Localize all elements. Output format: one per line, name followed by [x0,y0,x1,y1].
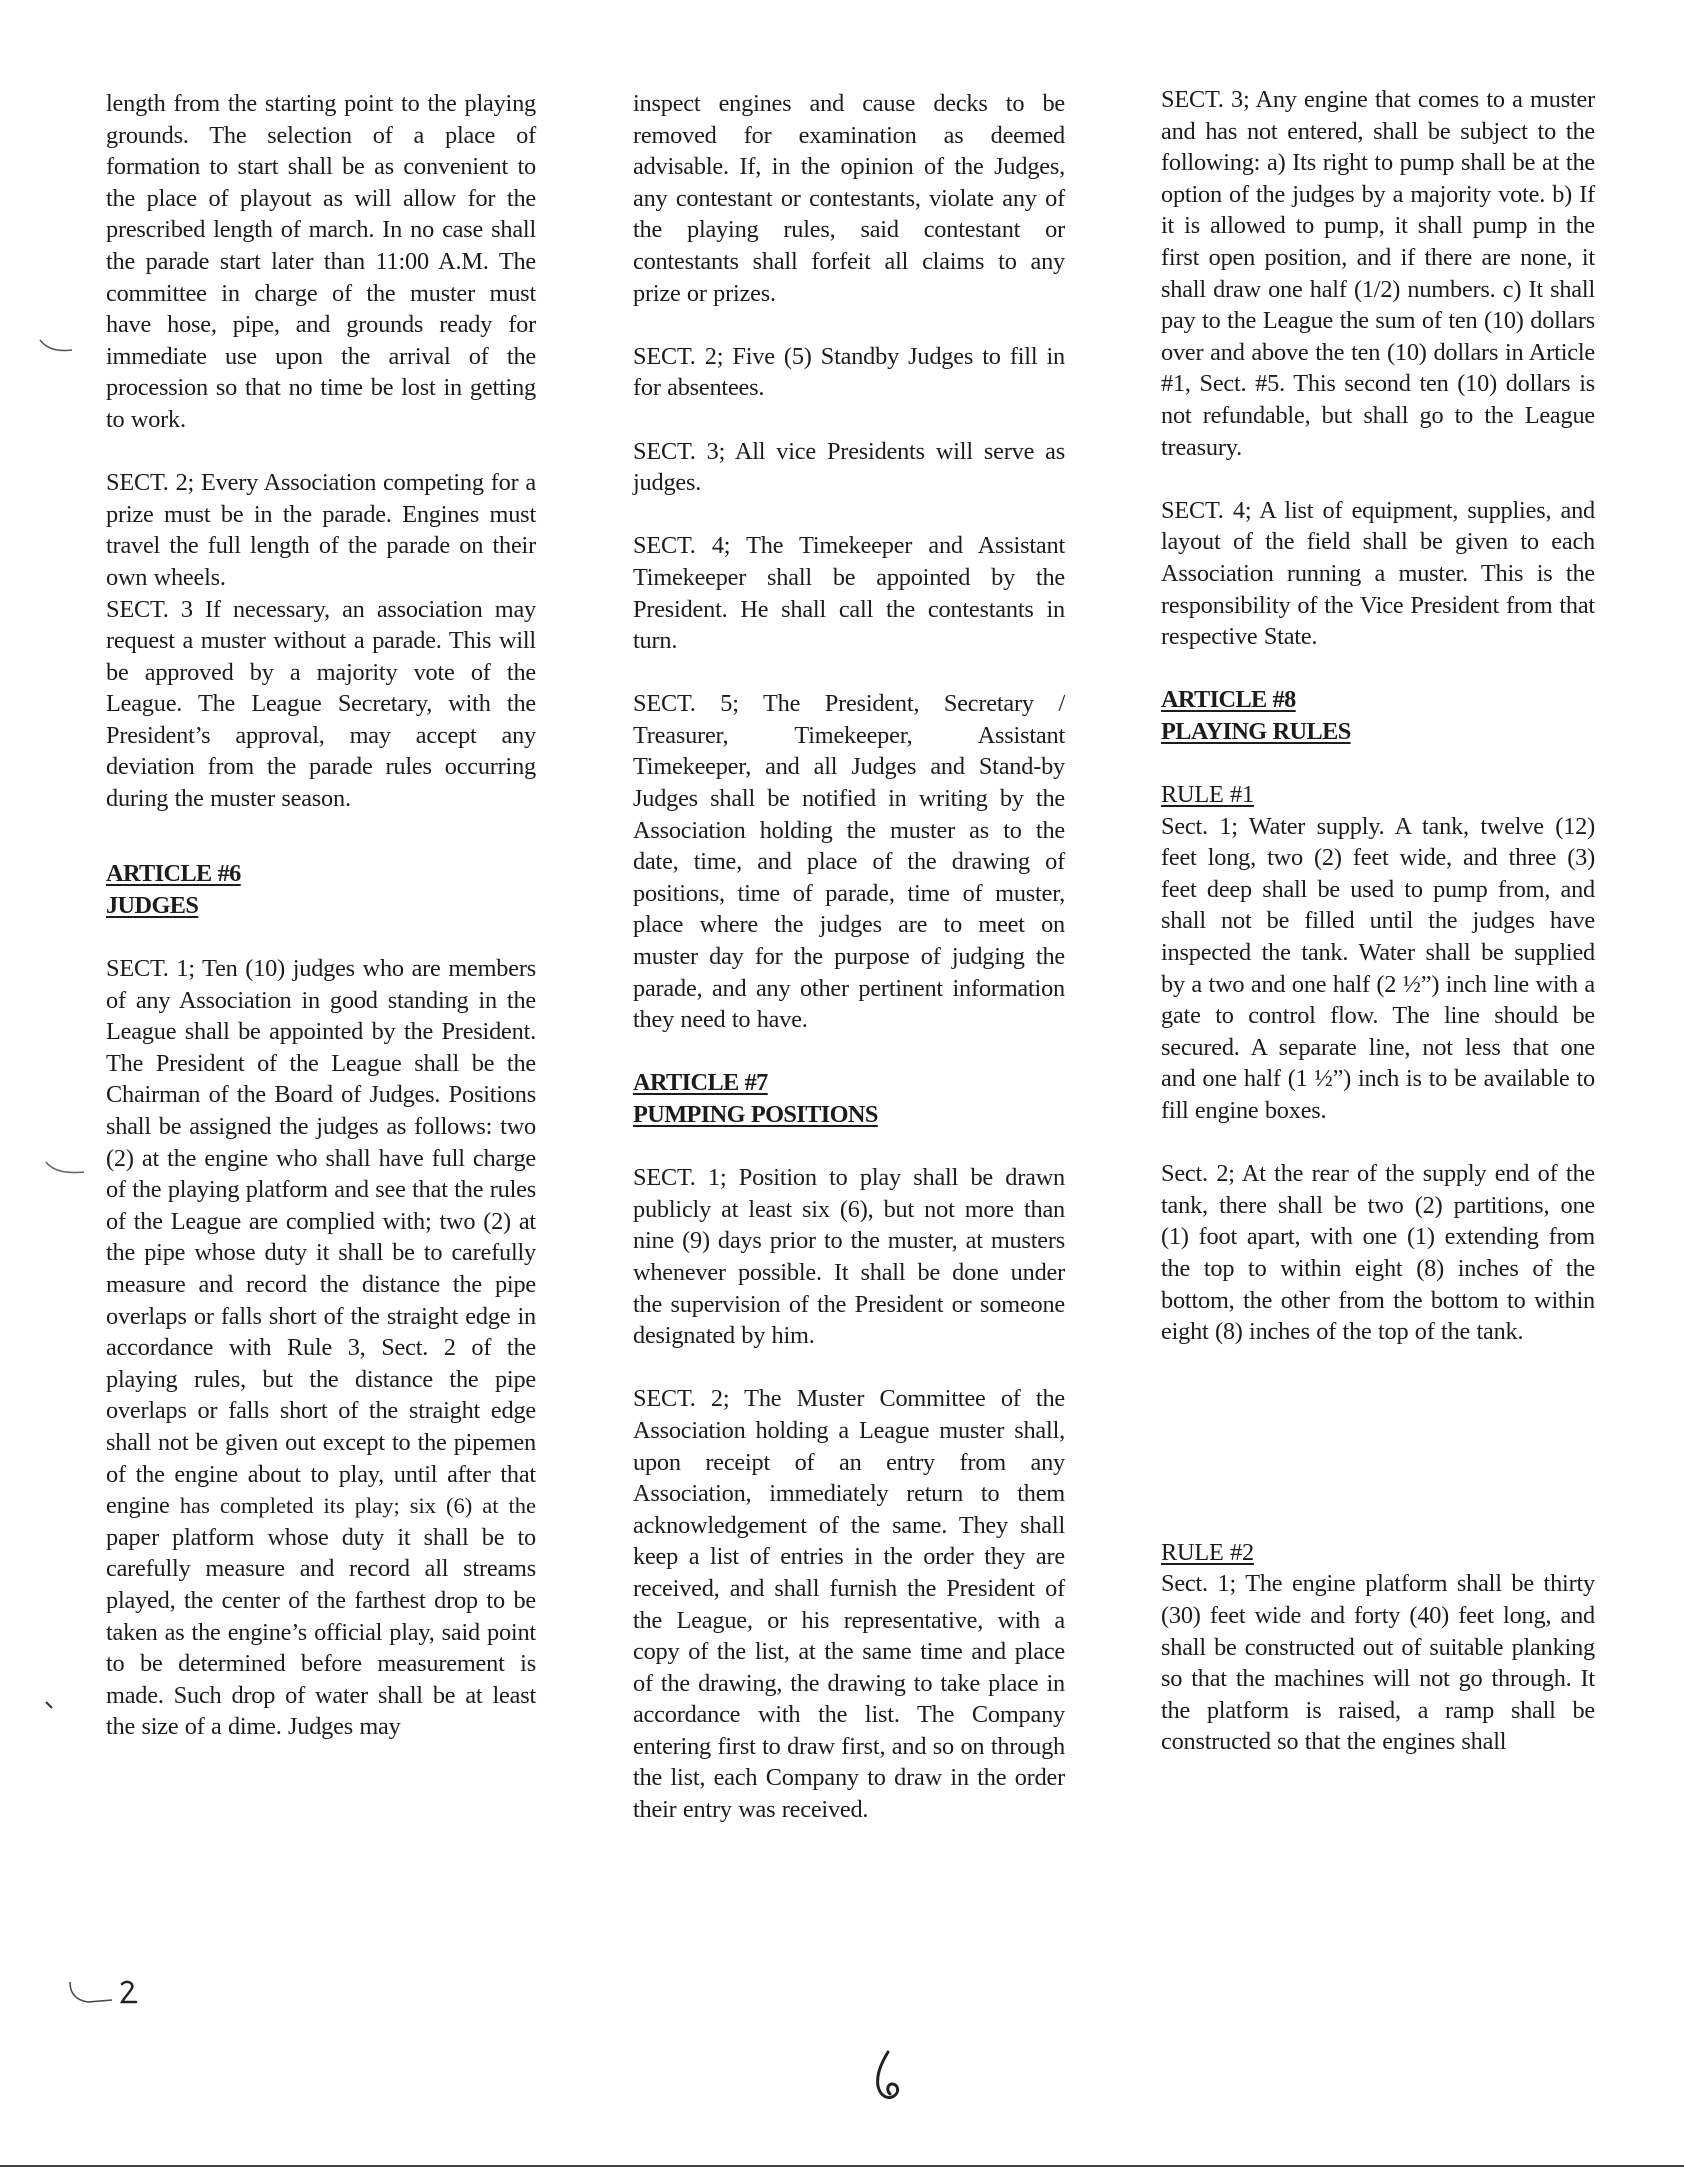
article6-subtitle: JUDGES [106,891,199,919]
article7-title: ARTICLE #7 [633,1069,768,1097]
rule1-sect2: Sect. 2; At the rear of the supply end of the tank, there shall be two (2) partitions, one (1) foot apart, with one (1) extending from the top to within eight (8) inches of the bottom, the other from the bottom to within eight (8) inches of the top of the tank. [1161,1160,1595,1346]
left-column [106,88,536,1743]
handwritten-six-icon [868,2048,918,2108]
article8-subtitle: PLAYING RULES [1161,717,1351,745]
article7-sect2: SECT. 2; The Muster Committee of the Association holding a League muster shall, upon receipt of an entry from any Association, immediately return to them acknowledgement of the same. They shall keep a list of entries in the order they are received, and shall furnish the President of the League, or his representative, with a copy of the list, at the same time and place of the drawing, the drawing to take place in accordance with the list. The Company entering first to draw first, and so on through the list, each Company to draw in the order their entry was received. [633,1385,1065,1824]
article6-sect1-part1: SECT. 1; Ten (10) judges who are members of any Association in good standing in the League shall be appointed by the President. The President of the League shall be the Chairman of the Board of Judges. Positions shall be assigned the judges as follows: two (2) at the engine who shall have full charge of the playing platform and see that the rules of the League are complied with; two (2) at the pipe whose duty it shall be to carefully measure and record the distance the pipe overlaps or falls short of the straight edge in accordance with Rule 3, Sect. 2 of the playing rules, but the distance the pipe overlaps or falls short of the straight edge shall not be given out except to the pipemen of the engine about to play, until after that engine [106,955,536,1520]
article6-sect1 [106,953,536,1743]
article7-sect3: SECT. 3; Any engine that comes to a muster and has not entered, shall be subject to the following: a) Its right to pump shall be at the option of the judges by a majority vote. b) If it is allowed to pump, it shall pump in the first open position, and if there are none, it shall draw one half (1/2) numbers. c) It shall pay to the League the sum of ten (10) dollars over and above the ten (10) dollars in Article #1, Sect. #5. This second ten (10) dollars is not refundable, but shall go to the League treasury. [1161,86,1595,461]
handwritten-corner-mark [64,1980,154,2040]
article6-title: ARTICLE #6 [106,860,241,888]
article5-sect2: SECT. 2; Every Association competing for a prize must be in the parade. Engines must travel the full length of the parade on their own wheels. [106,469,536,591]
article7-sect4: SECT. 4; A list of equipment, supplies, and layout of the field shall be given to each Association running a muster. This is the responsibility of the Vice President from that respective State. [1161,496,1595,651]
article6-sect2: SECT. 2; Five (5) Standby Judges to fill in for absentees. [633,342,1065,402]
article6-sect1-part3: paper platform whose duty it shall be to carefully measure and record all streams played, the center of the farthest drop to be taken as the engine’s official play, said point to be determined before measurement is made. Such drop of water shall be at least the size of a dime. Judges may [106,1523,536,1741]
article5-sect1-continuation: length from the starting point to the playing grounds. The selection of a place of formation to start shall be as convenient to the place of playout as will allow for the prescribed length of march. In no case shall the parade start later than 11:00 A.M. The committee in charge of the muster must have hose, pipe, and grounds ready for immediate use upon the arrival of the procession so that no time be lost in getting to work. [106,90,536,433]
margin-mark-icon [38,338,78,358]
article6-sect4: SECT. 4; The Timekeeper and Assistant Timekeeper shall be appointed by the President. He shall call the contestants in turn. [633,532,1065,655]
rule1-sect1: Sect. 1; Water supply. A tank, twelve (12) feet long, two (2) feet wide, and three (3) feet deep shall be used to pump from, and shall not be filled until the judges have inspected the tank. Water shall be supplied by a two and one half (2 ½”) inch line with a gate to control flow. The line should be secured. A separate line, not less that one and one half (1 ½”) inch is to be available to fill engine boxes. [1161,812,1595,1124]
rule2-title: RULE #2 [1161,1538,1254,1566]
handwritten-two-icon [64,1980,154,2040]
middle-column [633,88,1065,1826]
article6-sect5: SECT. 5; The President, Secretary / Treasurer, Timekeeper, Assistant Timekeeper, and all Judges and Stand-by Judges shall be notified in writing by the Association holding the muster as to the date, time, and place of the drawing of positions, time of parade, time of muster, place where the judges are to meet on muster day for the purpose of judging the parade, and any other pertinent information they need to have. [633,690,1065,1034]
page-bottom-edge [0,2165,1684,2167]
article7-sect1: SECT. 1; Position to play shall be drawn publicly at least six (6), but not more than nine (9) days prior to the muster, at musters whenever possible. It shall be done under the supervision of the President or someone designated by him. [633,1164,1065,1350]
article6-sect3: SECT. 3; All vice Presidents will serve as judges. [633,437,1065,497]
article7-subtitle: PUMPING POSITIONS [633,1101,878,1128]
article6-sect1-continuation: inspect engines and cause decks to be removed for examination as deemed advisable. If, in the opinion of the Judges, any contestant or contestants, violate any of the playing rules, said contestant or contestants shall forfeit all claims to any prize or prizes. [633,90,1065,307]
margin-mark-icon [44,1700,56,1712]
handwritten-page-number [868,2048,918,2108]
article5-sect3: SECT. 3 If necessary, an association may request a muster without a parade. This will be approved by a majority vote of the League. The League Secretary, with the President’s approval, may accept any deviation from the parade rules occurring during the muster season. [106,595,536,813]
article8-title: ARTICLE #8 [1161,686,1296,714]
right-column [1161,84,1595,1758]
rule1-title: RULE #1 [1161,781,1254,809]
margin-mark-icon [44,1160,94,1180]
rule2-sect1: Sect. 1; The engine platform shall be thirty (30) feet wide and forty (40) feet long, and shall be constructed out of suitable planking so that the machines will not go through. It the platform is raised, a ramp shall be constructed so that the engines shall [1161,1570,1595,1756]
article6-sect1-part2: has completed its play; six (6) at the [179,1493,536,1519]
